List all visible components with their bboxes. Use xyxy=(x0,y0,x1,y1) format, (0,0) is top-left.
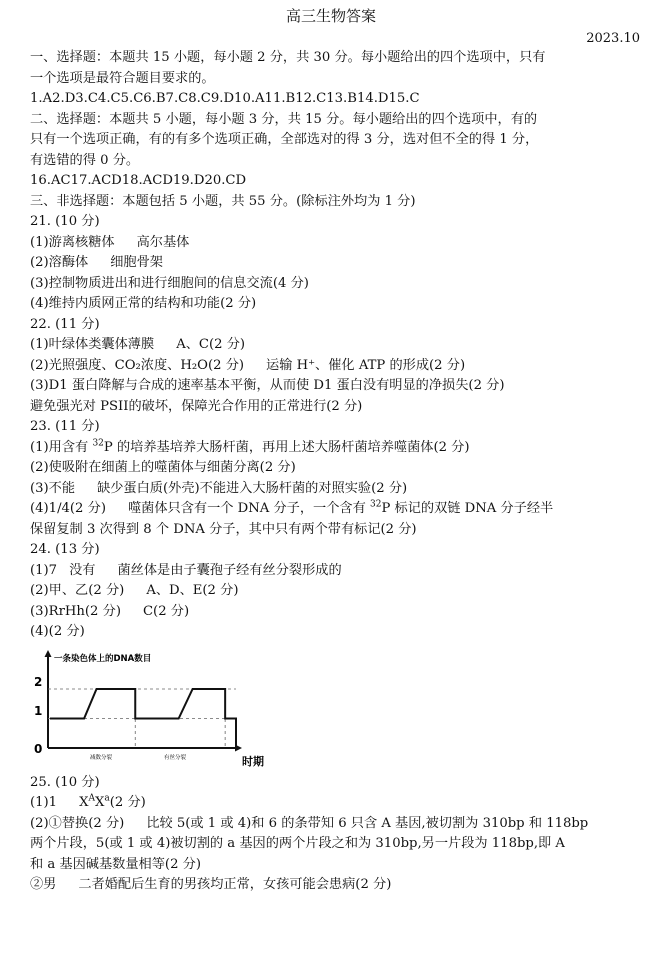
q25-part1 xyxy=(30,793,642,814)
exam-date: 2023.10 xyxy=(586,31,640,46)
q25-genotype-x2: X xyxy=(94,795,105,810)
q23-part1 xyxy=(30,438,642,459)
section2-intro-line3: 有选错的得 0 分。 xyxy=(30,152,140,168)
q22-part3: (3)D1 蛋白降解与合成的速率基本平衡，从而使 D1 蛋白没有明显的净损失(2 分) xyxy=(30,378,505,393)
q21-part1-b: 高尔基体 xyxy=(136,234,190,250)
q23-part3 xyxy=(30,479,642,500)
q21-part1 xyxy=(30,233,642,254)
q24-part3-b: C(2 分) xyxy=(142,603,190,619)
q21-part4: (4)维持内质网正常的结构和功能(2 分) xyxy=(30,296,257,311)
q25-genotype-sup2: a xyxy=(104,793,110,804)
q23-part1-post: P 的培养基培养大肠杆菌，再用上述大肠杆菌培养噬菌体(2 分) xyxy=(103,439,470,455)
q23-part1-sup: 32 xyxy=(92,438,104,449)
y-axis-arrow-icon xyxy=(45,650,52,657)
q24-part1-c: 菌丝体是由子囊孢子经有丝分裂形成的 xyxy=(117,562,342,578)
q24-part2-b: A、D、E(2 分) xyxy=(146,583,239,598)
q25-genotype-sup1: A xyxy=(88,793,95,804)
q25-part2-sub2 xyxy=(30,875,642,896)
q22-part1-b: A、C(2 分) xyxy=(176,337,246,352)
chart-title: 一条染色体上的DNA数目 xyxy=(54,653,152,664)
section1-intro-line2: 一个选项是最符合题目要求的。 xyxy=(30,70,215,86)
q23-part4-a: (4)1/4(2 分) xyxy=(30,501,106,516)
y-tick-0: 0 xyxy=(34,741,43,756)
q22-heading: 22. (11 分) xyxy=(30,316,100,332)
q24-part1-b: 没有 xyxy=(69,562,96,578)
q25-part2-sub2-b: 二者婚配后生育的男孩均正常，女孩可能会患病(2 分) xyxy=(78,877,392,892)
q23-part4-pre: 噬菌体只含有一个 DNA 分子，一个含有 xyxy=(127,501,370,516)
q23-part4-post: P 标记的双链 DNA 分子经半 xyxy=(381,501,554,516)
q24-part3-a: (3)RrHh(2 分) xyxy=(30,603,121,619)
q21-part3: (3)控制物质进出和进行细胞间的信息交流(4 分) xyxy=(30,275,309,291)
q22-part2 xyxy=(30,356,642,377)
section3-intro: 三、非选择题：本题包括 5 小题，共 55 分。(除标注外均为 1 分) xyxy=(30,193,416,209)
q25-part1-a: (1)1 xyxy=(30,795,58,810)
q23-part4-sup: 32 xyxy=(370,499,382,510)
page-title: 高三生物答案 xyxy=(285,7,376,25)
q24-part2 xyxy=(30,581,642,602)
q22-part2-a: (2)光照强度、CO₂浓度、H₂O(2 分) xyxy=(30,357,245,373)
phase-label-mitosis: 有丝分裂 xyxy=(164,754,187,761)
q21-part1-a: (1)游离核糖体 xyxy=(30,234,115,250)
q25-part2-sub2-a: ②男 xyxy=(30,877,57,892)
q23-heading: 23. (11 分) xyxy=(30,419,100,434)
q21-part2-b: 细胞骨架 xyxy=(110,255,163,270)
section2-intro-line2: 只有一个选项正确，有的有多个选项正确，全部选对的得 3 分，选对但不全的得 1 分， xyxy=(30,132,539,147)
q24-part3 xyxy=(30,602,642,623)
q23-part1-pre: (1)用含有 xyxy=(30,439,93,455)
dna-count-chart-svg xyxy=(30,649,270,769)
q23-part4 xyxy=(30,499,642,520)
dna-count-series-line xyxy=(50,689,236,748)
q21-part2 xyxy=(30,253,642,274)
q23-part2: (2)使吸附在细菌上的噬菌体与细菌分离(2 分) xyxy=(30,460,296,475)
section1-answers: 1.A2.D3.C4.C5.C6.B7.C8.C9.D10.A11.B12.C13.B14.D15.C xyxy=(30,91,420,106)
answer-content xyxy=(30,48,642,896)
q22-part3-cont: 避免强光对 PSII的破坏，保障光合作用的正常进行(2 分) xyxy=(30,398,363,414)
chart-marks xyxy=(48,688,236,747)
dna-count-graph xyxy=(30,649,270,769)
q24-part4: (4)(2 分) xyxy=(30,624,85,639)
q25-genotype-score: (2 分) xyxy=(109,795,146,810)
q25-genotype-x1: X xyxy=(79,795,89,810)
q24-heading: 24. (13 分) xyxy=(30,542,100,557)
section2-answers: 16.AC17.ACD18.ACD19.D20.CD xyxy=(30,173,247,188)
q25-part2-cont2: 和 a 基因碱基数量相等(2 分) xyxy=(30,856,201,872)
q21-heading: 21. (10 分) xyxy=(30,214,100,229)
q25-heading: 25. (10 分) xyxy=(30,774,100,790)
q23-part3-b: 缺少蛋白质(外壳)不能进入大肠杆菌的对照实验(2 分) xyxy=(97,480,408,496)
q23-part4-cont: 保留复制 3 次得到 8 个 DNA 分子，其中只有两个带有标记(2 分) xyxy=(30,521,417,537)
q25-part2-cont1: 两个片段，5(或 1 或 4)被切割的 a 基因的两个片段之和为 310bp,另一片段为 118bp,即 A xyxy=(30,836,565,851)
x-axis-label: 时期 xyxy=(242,754,264,768)
q21-part2-a: (2)溶酶体 xyxy=(30,255,89,270)
y-tick-2: 2 xyxy=(34,674,43,689)
q25-part2-a: (2)①替换(2 分) xyxy=(30,815,125,831)
section2-intro-line1: 二、选择题：本题共 5 小题，每小题 3 分，共 15 分。每小题给出的四个选项中，有的 xyxy=(30,111,538,127)
section1-intro-line1: 一、选择题：本题共 15 小题，每小题 2 分，共 30 分。每小题给出的四个选项中，只有 xyxy=(30,50,546,65)
q24-part1-a: (1)7 xyxy=(30,562,58,578)
q24-part1 xyxy=(30,561,642,582)
q22-part2-b: 运输 H⁺、催化 ATP 的形成(2 分) xyxy=(266,357,466,373)
q22-part1 xyxy=(30,335,642,356)
phase-label-meiosis: 减数分裂 xyxy=(90,754,113,761)
q24-part2-a: (2)甲、乙(2 分) xyxy=(30,583,125,598)
q25-part2 xyxy=(30,814,642,835)
q23-part3-a: (3)不能 xyxy=(30,480,76,496)
q25-part2-b: 比较 5(或 1 或 4)和 6 的条带知 6 只含 A 基因,被切割为 310bp 和 118bp xyxy=(146,815,589,831)
y-tick-1: 1 xyxy=(34,703,43,718)
q22-part1-a: (1)叶绿体类囊体薄膜 xyxy=(30,337,155,352)
